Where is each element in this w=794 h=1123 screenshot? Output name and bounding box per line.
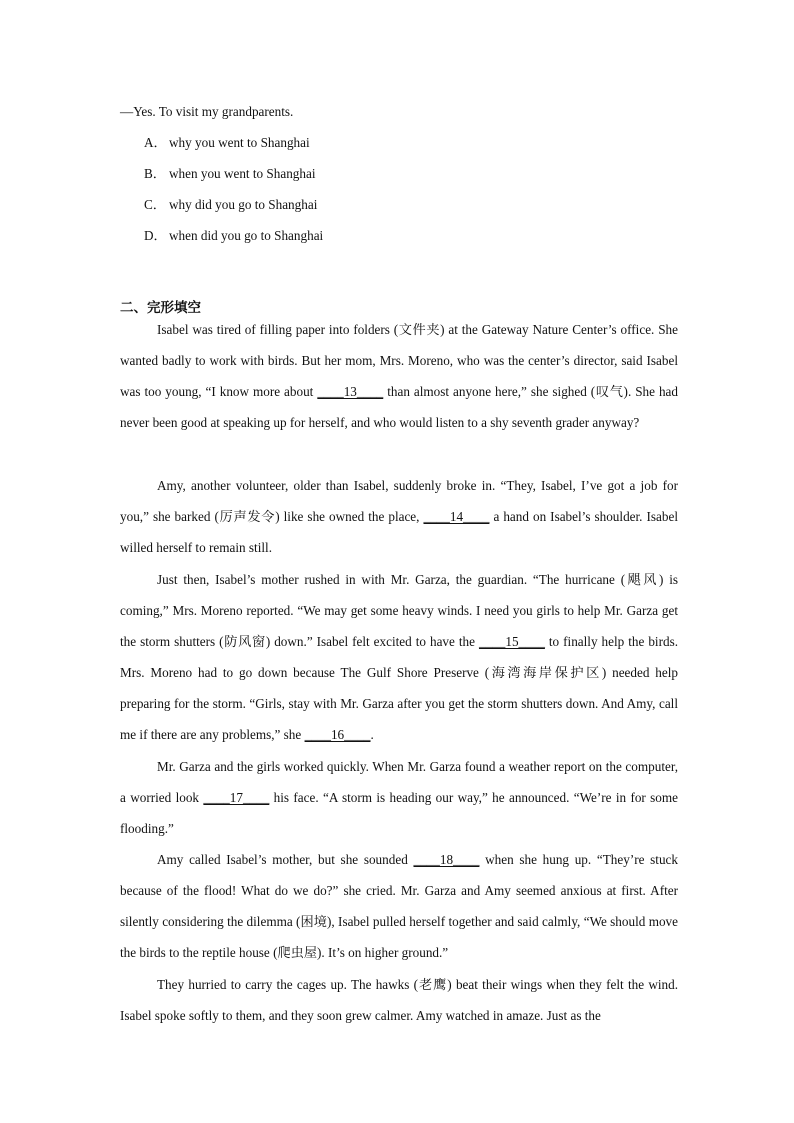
option-letter: B． xyxy=(144,166,166,181)
paragraph-2 xyxy=(120,470,678,563)
option-text: when you went to Shanghai xyxy=(169,166,316,181)
blank-13: ____13____ xyxy=(317,384,384,400)
text-run: than almost anyone here,” she sighed (叹气). She had never been good at speaking up for herself, and who would listen to a shy seventh grader anyway? xyxy=(120,384,678,431)
text-run: Amy, another volunteer, older than Isabel, suddenly broke in. “They, Isabel, I’ve got a job for you,” she barked (厉声发令) like she owned the place, xyxy=(120,478,678,525)
option-letter: D． xyxy=(144,228,167,243)
option-text: when did you go to Shanghai xyxy=(169,228,324,243)
blank-16: ____16____ xyxy=(304,727,371,743)
paragraph-6 xyxy=(120,969,678,1031)
option-letter: C． xyxy=(144,197,166,212)
text-run: Amy called Isabel’s mother, but she sounded xyxy=(157,852,414,867)
paragraph-1 xyxy=(120,314,678,438)
option-a xyxy=(144,135,310,151)
blank-18: ____18____ xyxy=(413,852,480,867)
paragraph-3 xyxy=(120,564,678,750)
text-run: to finally help the birds. Mrs. Moreno had to go down because The Gulf Shore Preserve (海湾海岸保护区) needed help preparing for the storm. “Girls, stay with Mr. Garza after you get the storm shutters down. And Amy, call me if there are any problems,” she xyxy=(120,634,679,743)
option-b xyxy=(144,166,316,182)
option-d xyxy=(144,228,323,244)
paragraph-5 xyxy=(120,844,678,968)
text-run: a hand on Isabel’s shoulder. Isabel willed herself to remain still. xyxy=(120,509,678,556)
text-run: Just then, Isabel’s mother rushed in with Mr. Garza, the guardian. “The hurricane (飓风) is coming,” Mrs. Moreno reported. “We may get some heavy winds. I need you girls to help Mr. Garza get the storm shutters (防风窗) down.” Isabel felt excited to have the xyxy=(120,572,678,650)
text-run: Mr. Garza and the girls worked quickly. When Mr. Garza found a weather report on the computer, a worried look xyxy=(120,759,678,806)
option-text: why you went to Shanghai xyxy=(169,135,310,150)
blank-15: ____15____ xyxy=(478,634,545,650)
text-run: when she hung up. “They’re stuck because of the flood! What do we do?” she cried. Mr. Garza and Amy seemed anxious at first. After silently considering the dilemma (困境), Isabel pulled herself together and said calmly, “We should move the birds to the reptile house (爬虫屋). It’s on higher ground.” xyxy=(120,852,678,961)
option-letter: A． xyxy=(144,135,167,150)
section-heading: 二、完形填空 xyxy=(120,300,201,316)
blank-17: ____17____ xyxy=(203,790,270,806)
answer-line: —Yes. To visit my grandparents. xyxy=(120,104,294,119)
text-run: . xyxy=(370,727,374,743)
text-run: Isabel was tired of filling paper into folders (文件夹) at the Gateway Nature Center’s office. She wanted badly to work with birds. But her mom, Mrs. Moreno, who was the center’s director, said Isabel was too young, “I know more about xyxy=(120,322,678,400)
option-text: why did you go to Shanghai xyxy=(169,197,318,212)
paragraph-4 xyxy=(120,751,678,844)
option-c xyxy=(144,197,317,213)
blank-14: ____14____ xyxy=(423,509,490,525)
text-run: his face. “A storm is heading our way,” he announced. “We’re in for some flooding.” xyxy=(120,790,679,837)
text-run: They hurried to carry the cages up. The hawks (老鹰) beat their wings when they felt the wind. Isabel spoke softly to them, and they soon grew calmer. Amy watched in amaze. Just as the xyxy=(120,977,678,1024)
